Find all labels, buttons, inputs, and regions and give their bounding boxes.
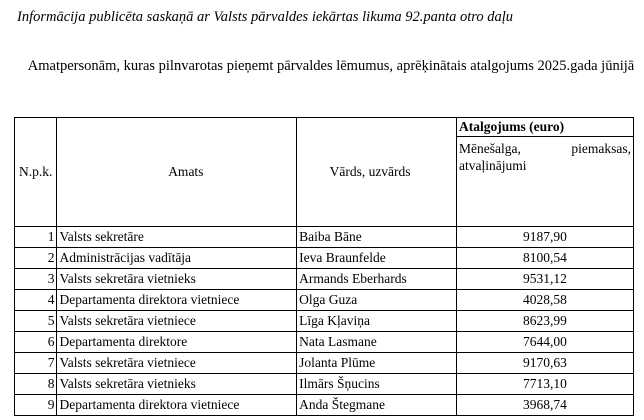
row-salary: 7644,00 [456, 332, 633, 353]
row-number: 3 [15, 269, 57, 290]
row-name: Armands Eberhards [297, 269, 457, 290]
row-salary: 9170,63 [456, 353, 633, 374]
table-row [15, 248, 634, 269]
row-position: Departamenta direktora vietniece [57, 395, 297, 416]
row-salary: 8100,54 [456, 248, 633, 269]
table-row [15, 332, 634, 353]
table-row [15, 353, 634, 374]
row-number: 9 [15, 395, 57, 416]
table-body [15, 227, 634, 416]
row-position: Valsts sekretāra vietnieks [57, 374, 297, 395]
legal-basis-note: Informācija publicēta saskaņā ar Valsts pārvaldes iekārtas likuma 92.panta otro daļu [17, 9, 514, 25]
row-number: 6 [15, 332, 57, 353]
table-row [15, 395, 634, 416]
row-name: Ieva Braunfelde [297, 248, 457, 269]
row-name: Anda Štegmane [297, 395, 457, 416]
table-row [15, 227, 634, 248]
row-number: 7 [15, 353, 57, 374]
row-position: Departamenta direktore [57, 332, 297, 353]
table-row [15, 269, 634, 290]
row-salary: 3968,74 [456, 395, 633, 416]
table-row [15, 290, 634, 311]
row-salary: 9531,12 [456, 269, 633, 290]
row-position: Valsts sekretāra vietniece [57, 353, 297, 374]
row-name: Olga Guza [297, 290, 457, 311]
row-salary: 7713,10 [456, 374, 633, 395]
table-row [15, 374, 634, 395]
row-number: 4 [15, 290, 57, 311]
document-heading: Amatpersonām, kuras pilnvarotas pieņemt pārvaldes lēmumus, aprēķinātais atalgojums 2025.gada jūnijā [27, 58, 635, 74]
header-npk: N.p.k. [15, 118, 57, 227]
row-position: Departamenta direktora vietniece [57, 290, 297, 311]
header-salary-title: Atalgojums (euro) [456, 118, 633, 137]
header-position: Amats [57, 118, 297, 227]
table-row [15, 311, 634, 332]
row-salary: 9187,90 [456, 227, 633, 248]
row-name: Ilmārs Šņucins [297, 374, 457, 395]
row-position: Administrācijas vadītāja [57, 248, 297, 269]
row-salary: 8623,99 [456, 311, 633, 332]
row-salary: 4028,58 [456, 290, 633, 311]
row-position: Valsts sekretāre [57, 227, 297, 248]
row-number: 8 [15, 374, 57, 395]
row-number: 2 [15, 248, 57, 269]
row-number: 1 [15, 227, 57, 248]
header-salary-subtitle: Mēnešalga, piemaksas, atvaļinājumi [456, 137, 633, 227]
salary-table [14, 117, 634, 416]
row-number: 5 [15, 311, 57, 332]
row-name: Jolanta Plūme [297, 353, 457, 374]
row-name: Nata Lasmane [297, 332, 457, 353]
row-name: Baiba Bāne [297, 227, 457, 248]
table-header [15, 118, 634, 227]
row-position: Valsts sekretāra vietnieks [57, 269, 297, 290]
header-name: Vārds, uzvārds [297, 118, 457, 227]
row-name: Līga Kļaviņa [297, 311, 457, 332]
row-position: Valsts sekretāra vietniece [57, 311, 297, 332]
